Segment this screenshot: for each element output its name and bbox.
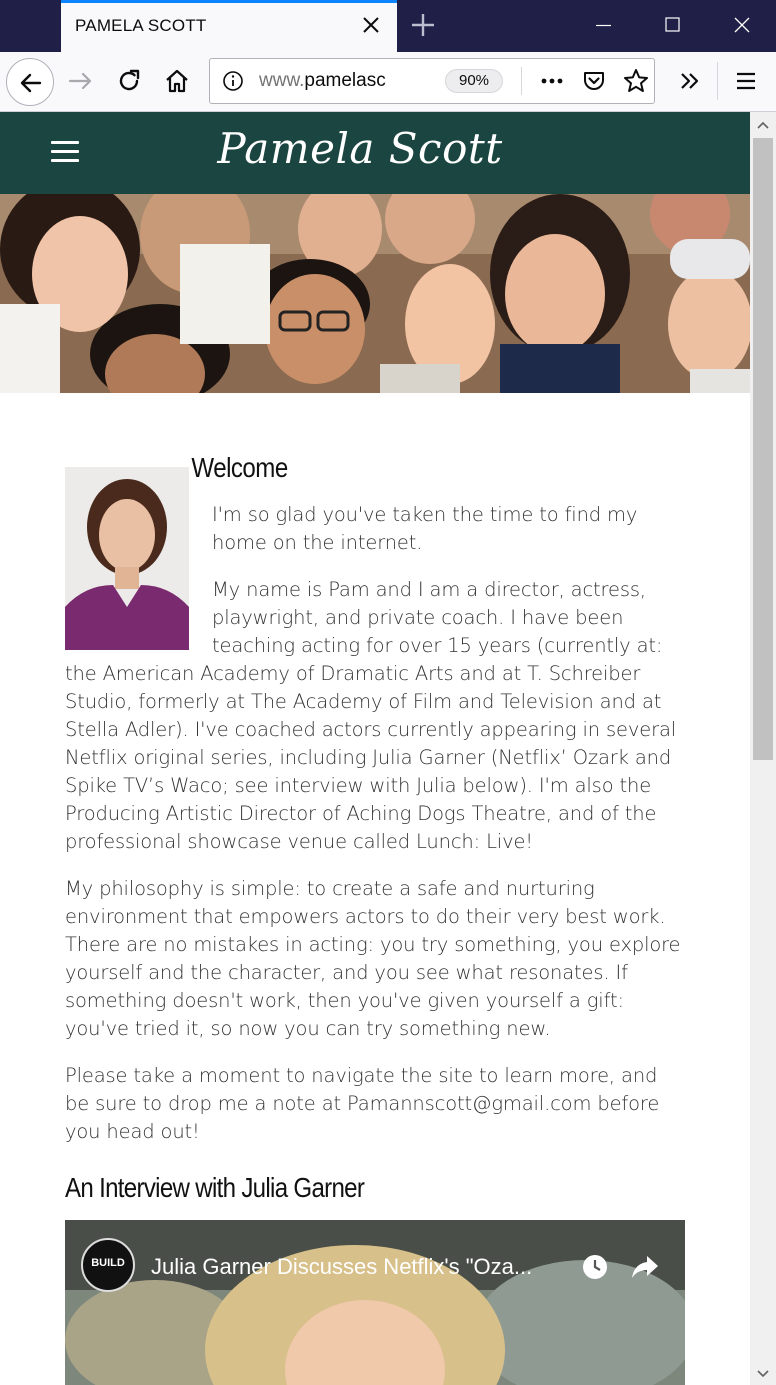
welcome-paragraph-3: My philosophy is simple: to create a safe and nurturing environment that empowers actors to do their very best work. There are no mistakes in acting: you try something, you explore yourself and the character, and you see what resonates. If something doesn't work, then you've given yourself a gift: you've tried it, so now you can try something new. xyxy=(65,877,681,1040)
home-icon[interactable] xyxy=(162,66,192,96)
browser-tab[interactable] xyxy=(61,0,397,52)
tab-title: PAMELA SCOTT xyxy=(75,16,207,35)
more-icon[interactable] xyxy=(539,69,565,93)
interview-heading: An Interview with Julia Garner xyxy=(65,1172,365,1203)
close-icon xyxy=(734,17,750,33)
scroll-down-icon[interactable] xyxy=(750,1361,776,1385)
close-window-button[interactable] xyxy=(707,0,776,52)
back-button[interactable] xyxy=(6,58,54,106)
minimize-button[interactable] xyxy=(569,0,638,52)
star-icon[interactable] xyxy=(622,67,650,95)
info-icon[interactable] xyxy=(222,70,244,92)
url-host: pamelasc xyxy=(304,70,386,91)
welcome-paragraph-2: My name is Pam and I am a director, actress, playwright, and private coach. I have been teaching acting for over 15 years (currently at: the American Academy of Dramatic Arts and at T. Schreiber Studio, formerly at The Academy of Film and Television and at Stella Adler). I've coached actors currently appearing in several Netflix original series, including Julia Garner (Netflix’ Ozark and Spike TV’s Waco; see interview with Julia below). I'm also the Producing Artistic Director of Aching Dogs Theatre, and of the professional showcase venue called Lunch: Live! xyxy=(65,578,677,853)
zoom-level-badge[interactable]: 90% xyxy=(445,69,503,93)
maximize-icon xyxy=(665,17,681,33)
back-arrow-icon xyxy=(18,70,44,96)
nav-toolbar xyxy=(0,52,776,112)
forward-arrow-icon[interactable] xyxy=(66,66,96,96)
portrait-image xyxy=(65,467,189,650)
url-bar[interactable] xyxy=(209,58,655,104)
url-separator xyxy=(521,67,522,95)
welcome-heading: Welcome xyxy=(191,452,288,483)
site-header xyxy=(0,112,750,194)
scroll-up-icon[interactable] xyxy=(750,114,776,138)
toolbar-separator xyxy=(717,62,718,100)
channel-avatar[interactable] xyxy=(81,1238,135,1292)
site-logo[interactable]: Pamela Scott xyxy=(217,124,503,173)
channel-badge-text: BUILD xyxy=(91,1257,125,1269)
welcome-paragraph-4: Please take a moment to navigate the site to learn more, and be sure to drop me a note at Pamannscott@gmail.com before you head out! xyxy=(65,1064,660,1143)
maximize-button[interactable] xyxy=(638,0,707,52)
video-thumbnail xyxy=(65,1220,685,1385)
close-icon[interactable] xyxy=(361,15,381,35)
plus-icon[interactable] xyxy=(408,10,438,40)
clock-icon[interactable] xyxy=(581,1253,609,1281)
main-content xyxy=(65,446,685,1204)
title-bar xyxy=(0,0,776,52)
page-scrollbar[interactable] xyxy=(750,112,776,1385)
video-embed[interactable] xyxy=(65,1220,685,1385)
hero-image xyxy=(0,194,750,393)
url-prefix: www. xyxy=(259,70,305,91)
reload-icon[interactable] xyxy=(114,66,144,96)
video-title[interactable]: Julia Garner Discusses Netflix's "Oza... xyxy=(151,1254,533,1279)
pocket-icon[interactable] xyxy=(581,68,607,94)
minimize-icon xyxy=(596,17,612,33)
url-fade xyxy=(398,65,444,97)
menu-icon[interactable] xyxy=(731,66,761,96)
hero-group-photo xyxy=(0,194,750,393)
overflow-chevron-icon[interactable] xyxy=(675,66,705,96)
welcome-paragraph-1: I'm so glad you've taken the time to find my home on the internet. xyxy=(212,503,638,554)
portrait-photo xyxy=(65,467,189,650)
scroll-thumb[interactable] xyxy=(753,138,773,760)
share-icon[interactable] xyxy=(630,1253,660,1281)
